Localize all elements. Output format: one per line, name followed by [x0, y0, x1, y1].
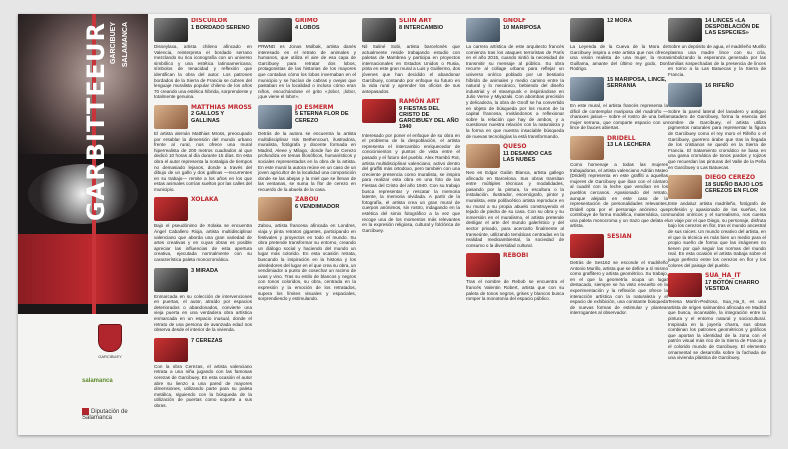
entry-header [154, 18, 252, 42]
entry-heading [705, 273, 766, 292]
mural-thumbnail [570, 136, 604, 160]
mural-title: 3 MIRADA [191, 267, 219, 274]
entry-header [668, 83, 766, 107]
entry-header [258, 18, 356, 42]
mural-thumbnail [258, 197, 292, 221]
mural-title: 12 MORA [607, 18, 632, 24]
entry-heading [503, 18, 564, 31]
entry-heading [705, 175, 766, 194]
entry-header [570, 136, 668, 160]
artist-name: REBOBI [503, 252, 529, 260]
mural-title: 2 GALLOS Y GALLINAS [191, 111, 225, 124]
entry-heading [503, 144, 564, 163]
cover-red-band [18, 234, 148, 304]
entry-description: Enmarcada en su colección de intervenciones en puertas, el autor, atraído por espacios deteriorados o abandonados, convierte una vieja puerta en una verdadera obra artística enmarcada en un espacio inusual, donde el retrato de una persona de avanzada edad nos observa desde el interior de la vivienda. [154, 293, 252, 333]
entry-heading [399, 99, 460, 130]
mural-title: 10 MARIPOSA [503, 24, 541, 31]
entry-description: La carrera artística de este arquitecto francés comienza tras los ataques terroristas de París en el año 2015, cuando sintió la necesidad de transmitir su mensaje al público. Su obra recurre al collage urbano para reflejar un universo onírico poblado por un bestiario híbrido de animales y medio camino entre la natural y lo mecánico, bebiendo del diseño industrial y el steampunk e inspirándose en Julio Verne y Miyazaki. Con abombas precisión y delicadeza, la obra de Gnolf se ha convertido en objeto de búsqueda por los muros de la capital francesa, invitándonos a reflexionar sobre la relación que hay de ambos, y a cuestionar nuestra relación con la naturaleza y la forma en que nuestra insaciable búsqueda de nuevas tecnologías la está transformando. [466, 44, 564, 139]
entry-header [258, 197, 356, 221]
entry-description: Sobre un depósito de agua, el madrileño Murillo plasma una madre lince con su cría, simbolizando la esperanza generada por las familias sospechadas de la presencia de linces en torno a la Las Batuecas y la Sierra de Francia. [668, 44, 766, 77]
mural-title: 11 DESANDO CAS LAS NUBES [503, 150, 552, 163]
mural-thumbnail [362, 99, 396, 123]
mural-entry [258, 105, 356, 193]
artist-name: SUA_HA_IT [705, 272, 741, 280]
entry-heading [295, 105, 356, 124]
mural-thumbnail [466, 18, 500, 42]
entry-header [466, 144, 564, 168]
brochure-sheet [18, 14, 770, 435]
mural-entry [154, 268, 252, 333]
mural-thumbnail [570, 77, 604, 101]
entry-description: Nil Saliné Sobi, artista barcelonés que actualmente reside trabajando estudio con paletas de Mambrea y participa en proyectos internacionales en Estados Unidos o Rusia, pinta en este gran mural a Luis y Guillermo, dos jóvenes que han decidido el abandonar Garcibuey, contando por enfoque su futuro en la vida rural y aprender los oficios de sus antepasados. [362, 44, 460, 94]
salamanca-logo: salamanca [82, 378, 113, 384]
entry-header [154, 338, 252, 362]
mural-entry [258, 197, 356, 301]
entry-header [570, 18, 668, 42]
entry-description: El artista alemán Matthias Mross, preocupado por entablar la dimensión del mundo urbano frente al rural, nos ofrece una mural hiperrealista de 200 metros cuadrados al que dedicó 10 horas al día durante 15 días. En esta obra el autor representa la nostalgia de tiempos no demasiado lejanos, donde a través del dibujo de un gallo y dos gallinas —recurrentes en su trabajo— remite a los años en los que estas animales corrían sueltos por las calles del municipio. [154, 130, 252, 192]
mural-entry [570, 136, 668, 229]
entries-column [570, 18, 668, 430]
mural-thumbnail [668, 273, 702, 297]
entry-header [154, 197, 252, 221]
mural-thumbnail [668, 18, 702, 42]
entry-description: Interesado por poner el enfoque de su obra en el problema de la despoblación, el artista representa el intercambio enriquecedor de conocimientos y puntos de vista entre el pasado y el futuro del pueblo. Alex Rambó Rot, artista multidisciplinar valenciano, activo dentro del graffiti más ortodoxo, pero también con una creciente presencia como muralista, se inspira para realizar esta obra en una foto de las Fiestas del Cristo del año 1940. Con su trabajo busca representar y rescatar la memoria latente, la memoria olvidada. A partir de la fotografía, el artista crea un gran mural de cuerpos anónimos, sin rostro, indagando en la estética del simio fotográfico a la vez que recoge una de los momentos más relevantes en la expresión religiosa, cultural y folclórica de Garcibuey. [362, 132, 460, 233]
artist-name: SLIIN ART [399, 18, 432, 24]
entry-header [668, 18, 766, 42]
artist-name: XOLAKA [191, 196, 219, 204]
mural-title: 13 LA LECHERA [607, 142, 651, 149]
entry-description: Este andaluz artista madrileño, fotógrafo de profesión y apasionado de los sueños, los mundos oníricos y el surrealismo, nos cuenta un viaje por el que Diego, su personaje, disfruta bajo los cerezos en flor, tras el mundo ancestral de sus raíces. Un mundo creativo del artista, en el que la técnica es más bien un medio para el propio sueño de forma que las imágenes no tienen por qué seguir las normas del mundo real. En esta ocasión el artista trabaja sobre el juego perfecto entre los cerezos en flor y los colores del paisaje del pueblo. [668, 201, 766, 268]
mural-entry [570, 18, 668, 72]
artist-name: SESIAN [607, 233, 632, 241]
mural-entry [668, 273, 766, 361]
entry-header [154, 268, 252, 292]
entry-heading [191, 105, 252, 124]
mural-entry [154, 18, 252, 100]
artist-name: GNOLF [503, 18, 526, 24]
entries-column [466, 18, 564, 430]
mural-thumbnail [570, 234, 604, 258]
entry-description: Teresa Martín-Pedroso, Sua_Ha_It, es una artista de origen salmantino afincada en Madrid que busca, incansable, la integración entre la pintura y el entorno natural y sociocultural. Inspirada en la joyería charra, sus obras combinan los patrones geométricos y gráficos que aportan la identidad de la zona con el patrón visual más rico de la Sierra de Francia y el colorido mundo de Garcibuey. El elemento ornamental se desarrolla sobre la fachada de una vivienda plástica de Garcibuey. [668, 299, 766, 361]
mural-thumbnail [570, 18, 604, 42]
entry-description: Como homenaje a todas las mujeres trabajadoras, el artista valenciano Adrián Mateo (Dridell) representa en este graffiti a aquellas mujeres de Garcibuey que iban con el cántaro al cuadril con la leche que vendían en los pueblos cercanos. Apasionado del retrato, aunque alejado en este caso de la representación de personalidades relevantes, Dridell opta por el personaje anónimo que contribuye de forma modélica, matemática, con una paleta monocroma y un trazo que delata el artista. [570, 161, 668, 229]
artist-name: JO ESMERM [295, 103, 334, 111]
shield-label: GARCIBUEY [98, 354, 122, 359]
entry-description: La Leyenda de la Cueva de la Mora de Garcibuey inspira a este artista que nos ofrece una visión realista de una mujer, la mora Guillama, amante del último rey godo, Don Rodrigo. [570, 44, 668, 72]
mural-title: 8 INTERCAMBIO [399, 24, 444, 31]
entry-header [570, 77, 668, 101]
mural-thumbnail [466, 144, 500, 168]
mural-title: 1 BORDADO SERENO [191, 24, 250, 31]
mural-thumbnail [362, 18, 396, 42]
entry-heading [607, 136, 668, 149]
entry-heading [399, 18, 460, 31]
mural-title: 16 RIFEÑO [705, 82, 734, 89]
mural-entry [466, 144, 564, 248]
entry-heading [705, 18, 766, 37]
entries-column [362, 18, 460, 430]
entry-heading [503, 253, 564, 260]
mural-title: 9 FIESTAS DEL CRISTO DE GARCIBUEY DEL AÑO 1940 [399, 105, 459, 131]
entry-description: Zabou, artista francesa afincada en Londres, viaja y pinta retratos gigantes, participando en festivales y proyectos en todo el mundo. Su obra pretende transformar su entorno, creando un diálogo social y haciendo del mundo un lugar más colorido. En esta ocasión retrata, buscando la inspiración en la historia y los alrededores del lugar en el que crea su obra, un vendimiador a punto de cosechar un racimo de uvas y vino. Tras su estilo de blancos y negros con tonos coloridos, su obra, centrada en la expresión y la emoción de los retratados, supera los límites visuales y espaciales, sorprendiendo y estimulando. [258, 223, 356, 302]
entry-heading [295, 197, 356, 210]
mural-title: 18 SUEÑO BAJO LOS CEREZOS EN FLOR [705, 181, 763, 194]
mural-entry [570, 77, 668, 131]
artist-name: RAMÓN ART [399, 98, 440, 106]
mural-thumbnail [668, 175, 702, 199]
diputacion-logo [82, 408, 148, 421]
artist-name: QUESO [503, 143, 527, 151]
entry-header [258, 105, 356, 129]
entry-heading [705, 83, 766, 89]
cover-subtitle: GARCIBUEY [110, 22, 117, 65]
entry-header [154, 105, 252, 129]
entry-description: Disneylaxa, artista chileno afincado en Valencia, reinterpreta el bordado serrano mezclando su rica iconografía con un universo simbólico y una estética latinoamericana; símbolos de tenacidad y reflexión que identifican la obra del autor. Los patrones bordados de la Sierra de Francia se cubren del lenguaje muralista popular chileno de los años 70 creando una estética híbrida, sorprendente y totalmente genuina. [154, 44, 252, 100]
cover-panel [18, 14, 148, 435]
diputacion-mark-icon [82, 408, 89, 415]
entry-description: Sobre la pared lateral del lavadero y antiguo matadero de Garcibuey, forma la esencia del nombre de Garcibuey, el artista utiliza pigmentos naturales para representar la figura de Garcibuey como el rey moro el Rifeño o el Garcibuey, guerrero árabe que tras la llegada de los cristianos se quedó en la Sierra de Francia. El tratamiento cromático se basa en una gama cromática de tonos pardos y rojizos que recuerdan las pinturas del Valle de la Peña en Garcibuey o Las Batuecas. [668, 108, 766, 170]
mural-title: 15 MARIPOSA, LINCE, SERRANIA [607, 76, 667, 90]
mural-thumbnail [258, 105, 292, 129]
entries-column [258, 18, 356, 430]
mural-title: 17 BOTÓN CHARRO VESTIDA [705, 279, 760, 292]
artist-name: DIEGO CEREZO [705, 174, 756, 182]
entry-description: Detrás de la autora se encuentra la artista multidisciplinar Isis Bethencourt, ilustradora, muralista, fotógrafa y docente formada en Madrid, Aleee y Milago, donde fue de Cerezo profundiza en temas filosóficos, humanísticos y sociales representados en la obra de la artista. En este mural la autora reúne en un caso de un joven agricultor de la localidad una composición donde se las abejas y la miel que se llenan de las ventanas, se suma la flor de cerezo en recuerdo de la abuela de la casa. [258, 130, 356, 192]
entry-description: Neo es Edgar Galán Blanca, artista gallego afincado en Barcelona. Sus obras transitan entre múltiples técnicas y modalidades, pasando por la pintura, la escultura o la instalación. Ilustrador, escenógrafo, pintor y muralista, este polifacético artista reproduce en su mural a su propia abuelo construyendo el tejado de piedra de su casa. Con su obra y su inmersión en el muralismo, el artista pretende desligar el arte del mundo galerístico y del sector privado, para acercarlo finalmente al transeúnte, utilizando temáticas centradas en la realidad medioambiental, la sociedad de consumo o la diversidad cultural. [466, 170, 564, 248]
entry-heading [191, 197, 252, 204]
mural-thumbnail [154, 105, 188, 129]
mural-thumbnail [154, 197, 188, 221]
artist-name: ZABOU [295, 196, 319, 204]
artist-name: DISCUILOR [191, 18, 228, 24]
mural-thumbnail [466, 253, 500, 277]
mural-entry [362, 18, 460, 94]
entries-column [668, 18, 766, 430]
entry-description: PRWND es Jonas Molbak, artista danés interesado en el retrato de animales y humanos, que utiliza el aire de esa capa de Garcibuey para retratar dos lobos, protagonistas de las historias de los mayores que contaban cómo los lobos invernaban en el municipio y se hacían de cabras y ovejas que pastaban en la localidad o incluso cómo eran niños, escuchándose el grito «¡lobo!, ¡lobo!, ¡que viene el lobo!». [258, 44, 356, 100]
mural-title: 5 ETERNA FLOR DE CEREZO [295, 111, 349, 124]
artist-name: GRIMO [295, 18, 318, 24]
entry-description: Tras el nombre de Rebob se encuentra el francés Valentin Robert, artista que con su paleta de tonos negros, grises y blancos busca romper la monotonía del espacio público. [466, 279, 564, 302]
entry-heading [191, 268, 252, 274]
mural-thumbnail [154, 18, 188, 42]
entry-heading [295, 18, 356, 31]
mural-thumbnail [154, 338, 188, 362]
artist-name: DRIDELL [607, 134, 636, 142]
entry-header [570, 234, 668, 258]
sponsor-logos [18, 314, 148, 435]
mural-title: 7 CEREZAS [191, 337, 223, 344]
entry-description: Bajo el pseudónimo de Xolaka se encuentra Ángel Caballero Rioja, artista multidisciplinar valenciano que aborda una gran variedad de artes creativas y en cuyas obras es posible apreciar las influencias de esta apertura creativa, ejecutada normalmente con su característica paleta monocromática. [154, 223, 252, 263]
entry-header [668, 273, 766, 297]
entry-heading [607, 18, 668, 24]
entry-header [668, 175, 766, 199]
mural-entry [668, 83, 766, 171]
diputacion-logo-text: Diputación de Salamanca [82, 409, 128, 422]
mural-entry [154, 197, 252, 262]
entry-header [466, 18, 564, 42]
mural-title: 14 LINCES «LA DESPOBLACIÓN DE LAS ESPECIES» [705, 18, 760, 37]
mural-entry [570, 234, 668, 316]
coat-of-arms-icon [98, 324, 122, 352]
artist-name: MATTHIAS MROSS [191, 103, 252, 111]
mural-title: 6 VENDIMIADOR [295, 203, 340, 210]
cover-subtitle-2: SALAMANCA [122, 22, 129, 68]
mural-entry [668, 175, 766, 268]
mural-entry [668, 18, 766, 78]
entry-heading [607, 77, 668, 89]
mural-entry [154, 105, 252, 193]
mural-thumbnail [258, 18, 292, 42]
entry-header [362, 18, 460, 42]
mural-entry [466, 253, 564, 301]
mural-entry [154, 338, 252, 409]
mural-entry [258, 18, 356, 100]
cover-title: GARBITTEEUR [82, 22, 110, 222]
entry-header [362, 99, 460, 130]
entry-description: En este mural, el artista francés representa la dificil de contemplar mariposa del madroño —charaxes jasius— sobre el rostro de una bella mujer serrana, que comparte espacio con un lince de fauces abiertas. [570, 102, 668, 131]
entry-description: Con la obra Cerezas, el artista valenciano retrata a una niña jugando con las famosas cerezas de Garcibuey. En esta ocasión el autor abre su lienzo a una pared de mayores dimensiones, utilizando parte para su paleta metálica, siguiendo con la búsqueda de la utilización de puertas como soporte a sus obras. [154, 363, 252, 408]
mural-entry [466, 18, 564, 139]
entry-header [466, 253, 564, 277]
mural-entry [362, 99, 460, 233]
entry-heading [191, 338, 252, 344]
mural-title: 4 LOBOS [295, 24, 320, 31]
mural-thumbnail [154, 268, 188, 292]
mural-thumbnail [668, 83, 702, 107]
entries-column [154, 18, 252, 430]
entry-heading [607, 234, 668, 241]
entry-description: Detrás de Ses162 se esconde el madrileño Antonio Murillo, artista que se define a sí mismo como graffitero y artista geométrico. Su trabajo, en el que la geometría ocupa un lugar destacado, siempre se ha visto envuelto en la experimentación y la reflexión que ofrece la interacción artística con la naturaleza y el espacio de exhibición, una constante búsqueda de nuevas formas de estimular y plantear interrogantes al observador. [570, 260, 668, 316]
entry-heading [191, 18, 252, 31]
